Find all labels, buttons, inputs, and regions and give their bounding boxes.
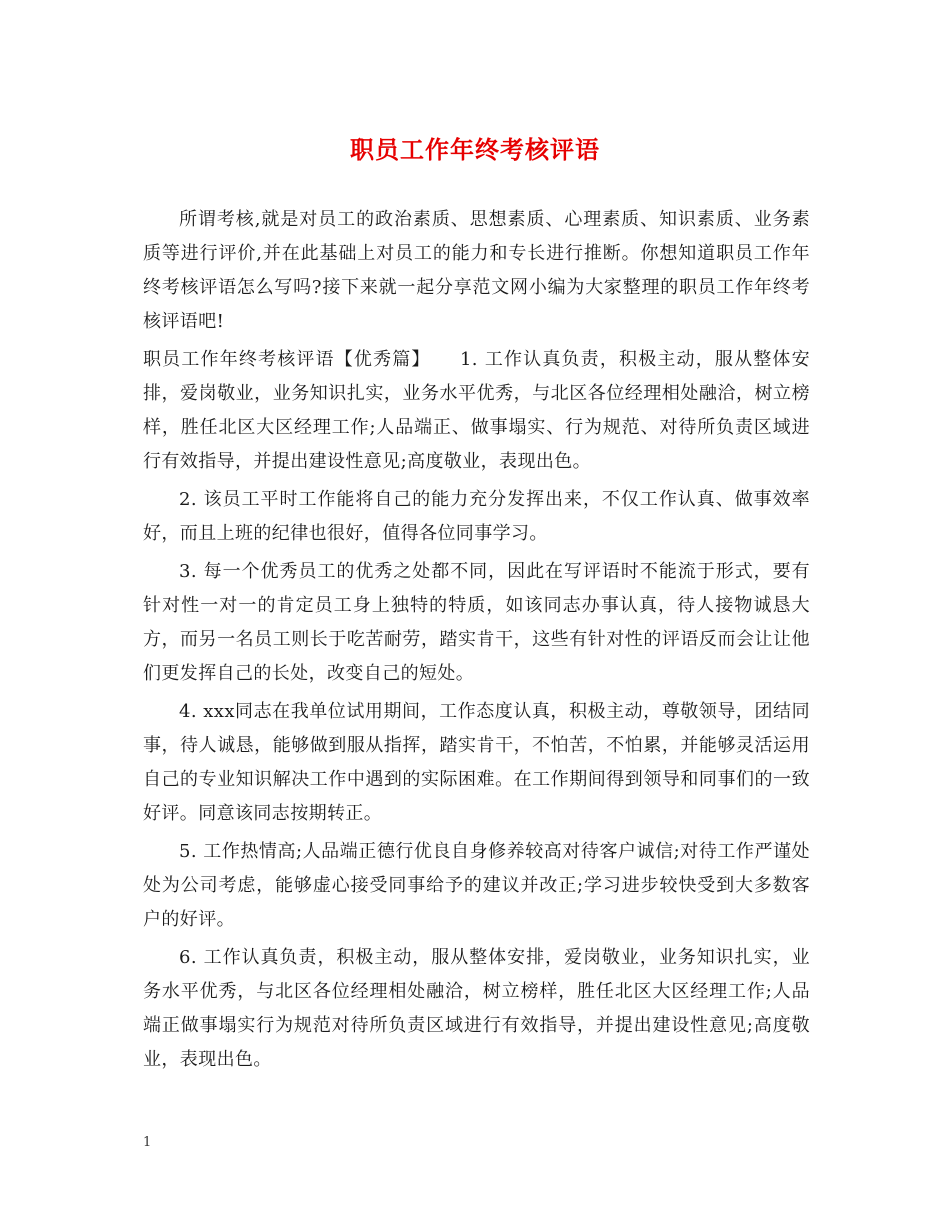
comment-paragraph-3: 3. 每一个优秀员工的优秀之处都不同，因此在写评语时不能流于形式，要有针对性一对一的肯定员工身上独特的特质，如该同志办事认真，待人接物诚恳大方，而另一名员工则长于吃苦耐劳，踏实肯干，这些有针对性的评语反而会让让他们更发挥自己的长处，改变自己的短处。 — [143, 561, 810, 684]
document-title: 职员工作年终考核评语 — [350, 135, 600, 164]
comment-paragraph-2: 2. 该员工平时工作能将自己的能力充分发挥出来，不仅工作认真、做事效率好，而且上班的纪律也很好，值得各位同事学习。 — [143, 489, 810, 544]
comment-paragraph-5: 5. 工作热情高;人品端正德行优良自身修养较高对待客户诚信;对待工作严谨处处为公司考虑，能够虚心接受同事给予的建议并改正;学习进步较快受到大多数客户的好评。 — [143, 841, 810, 930]
comment-paragraph-4: 4. xxx同志在我单位试用期间，工作态度认真，积极主动，尊敬领导，团结同事，待人诚恳，能够做到服从指挥，踏实肯干，不怕苦，不怕累，并能够灵活运用自己的专业知识解决工作中遇到的实际困难。在工作期间得到领导和同事们的一致好评。同意该同志按期转正。 — [143, 701, 810, 824]
section-heading-paragraph: 职员工作年终考核评语【优秀篇】 1. 工作认真负责，积极主动，服从整体安排，爱岗敬业，业务知识扎实，业务水平优秀，与北区各位经理相处融洽，树立榜样，胜任北区大区经理工作;人品端正、做事塌实、行为规范、对待所负责区域进行有效指导，并提出建设性意见;高度敬业，表现出色。 — [143, 349, 810, 472]
page-number: 1 — [143, 1135, 152, 1150]
intro-paragraph: 所谓考核,就是对员工的政治素质、思想素质、心理素质、知识素质、业务素质等进行评价,并在此基础上对员工的能力和专长进行推断。你想知道职员工作年终考核评语怎么写吗?接下来就一起分享范文网小编为大家整理的职员工作年终考核评语吧! — [143, 209, 810, 332]
comment-paragraph-6: 6. 工作认真负责，积极主动，服从整体安排，爱岗敬业，业务知识扎实，业务水平优秀，与北区各位经理相处融洽，树立榜样，胜任北区大区经理工作;人品端正做事塌实行为规范对待所负责区域进行有效指导，并提出建设性意见;高度敬业，表现出色。 — [143, 947, 810, 1070]
document-body — [143, 203, 810, 1081]
